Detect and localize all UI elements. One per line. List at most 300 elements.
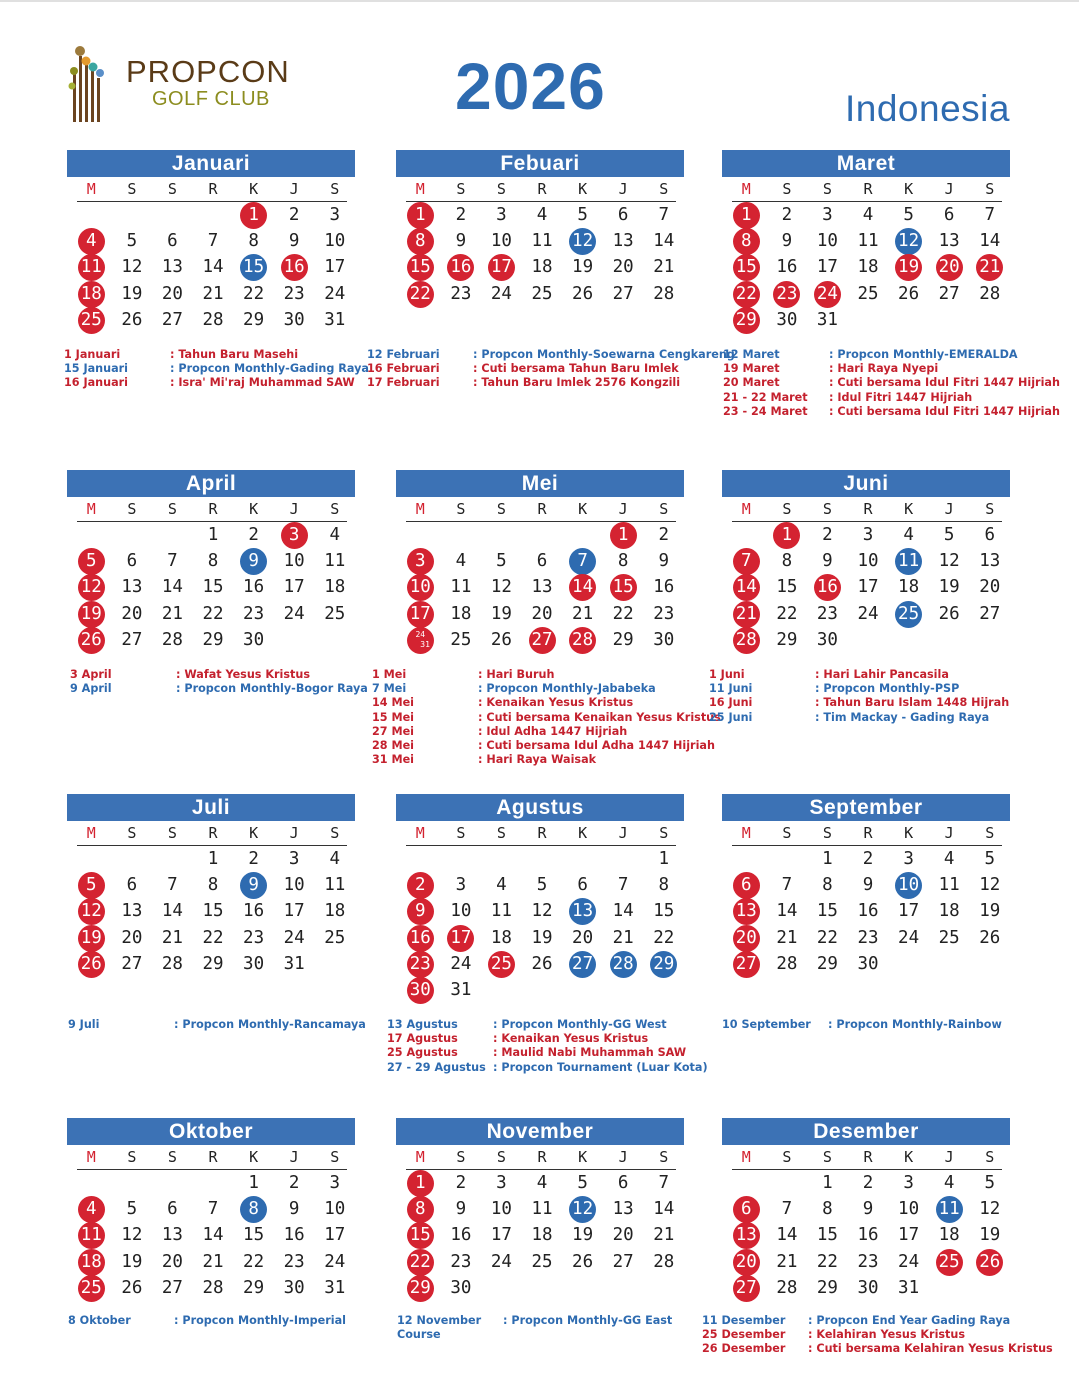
weekday-label: R	[537, 180, 547, 198]
week-row	[726, 1249, 1010, 1275]
day-cell: 24	[898, 1251, 920, 1272]
note-text: : Kenaikan Yesus Kristus	[478, 696, 634, 710]
note-text: : Propcon Tournament (Luar Kota)	[493, 1060, 708, 1074]
day-cell: 27	[562, 951, 603, 977]
day-cell: 17	[490, 1225, 512, 1246]
day-cell: 8	[781, 550, 793, 571]
empty-cell	[929, 951, 970, 977]
day-cell: 21	[653, 1225, 675, 1246]
week-row	[400, 977, 684, 1003]
note-row	[723, 391, 1060, 405]
note-date: 27 Mei	[372, 724, 415, 738]
month-0	[67, 150, 355, 333]
note-row	[723, 362, 1060, 376]
note-text: : Propcon Monthly-EMERALDA	[829, 348, 1018, 361]
note-text: : Propcon Monthly-PSP	[815, 682, 960, 696]
month-title: Oktober	[67, 1118, 355, 1145]
day-cell: 6	[943, 204, 955, 225]
day-cell: 17	[283, 901, 305, 922]
day-cell: 6	[126, 874, 138, 895]
week-row	[726, 575, 1010, 601]
day-cell: 10	[490, 1198, 512, 1219]
day-cell: 3	[903, 848, 914, 869]
weekday-label: J	[289, 500, 299, 518]
month-5	[722, 470, 1010, 653]
weekday-label: K	[578, 824, 588, 842]
day-cell: 7	[617, 874, 629, 895]
note-text: : Propcon Monthly-Bogor Raya	[176, 682, 368, 696]
day-cell: 4	[943, 1172, 955, 1193]
week-row	[726, 601, 1010, 627]
weekday-label: S	[167, 824, 177, 842]
day-cell: 21	[726, 601, 767, 627]
day-cell: 30	[243, 629, 265, 650]
day-cell: 28	[726, 627, 767, 653]
day-cell: 31	[283, 953, 305, 974]
note-date: 16 Februari	[367, 362, 440, 376]
day-cell: 26	[531, 953, 553, 974]
day-cell: 26	[490, 629, 512, 650]
note-row	[64, 376, 369, 390]
week-row	[726, 872, 1010, 898]
day-cell: 26	[898, 283, 920, 304]
note-text: : Tim Mackay - Gading Raya	[815, 710, 990, 724]
day-cell: 30	[857, 953, 879, 974]
note-date: 25 Desember	[702, 1328, 786, 1342]
holiday-notes	[702, 1314, 1053, 1357]
note-date: 9 April	[70, 682, 112, 696]
weekday-label: M	[86, 500, 96, 518]
empty-cell	[441, 522, 482, 548]
day-cell: 10	[857, 550, 879, 571]
note-date: 9 Juli	[68, 1018, 100, 1031]
note-date: 25 Juni	[709, 710, 753, 724]
note-row	[709, 682, 1009, 696]
day-cell: 21	[969, 255, 1010, 281]
weekday-label: S	[456, 1148, 466, 1166]
day-cell: 18	[324, 577, 346, 598]
note-date: 11 Desember	[702, 1314, 786, 1327]
empty-cell	[969, 1275, 1010, 1301]
day-cell: 10	[400, 575, 441, 601]
day-cell: 26	[938, 603, 960, 624]
day-cell: 5	[496, 550, 507, 571]
day-cell: 10	[450, 901, 472, 922]
day-cell: 27	[612, 283, 634, 304]
day-cell: 1	[400, 1170, 441, 1196]
note-date: 25 Agustus	[387, 1046, 458, 1060]
note-date: 28 Mei	[372, 739, 415, 753]
day-cell: 12	[121, 1225, 143, 1246]
note-row	[372, 711, 721, 725]
day-cell: 29	[726, 307, 767, 333]
weekday-header	[400, 497, 684, 521]
day-cell: 4	[329, 848, 341, 869]
empty-cell	[643, 977, 684, 1003]
weekday-header	[726, 1145, 1010, 1169]
weekday-label: K	[578, 180, 588, 198]
day-cell: 17	[816, 257, 838, 278]
day-cell: 17	[898, 901, 920, 922]
day-cell: 11	[324, 550, 346, 571]
day-cell: 12	[71, 899, 112, 925]
weekday-label: S	[782, 500, 792, 518]
day-cell: 1	[603, 522, 644, 548]
note-row	[723, 348, 1060, 362]
note-row	[372, 696, 721, 710]
note-text: : Cuti bersama Idul Fitri 1447 Hijriah	[829, 404, 1060, 418]
day-cell: 5	[577, 204, 588, 225]
weekday-label: M	[741, 1148, 751, 1166]
note-text: : Tahun Baru Masehi	[170, 348, 299, 361]
day-cell: 18	[450, 603, 472, 624]
day-cell: 14	[776, 901, 798, 922]
weekday-label: R	[208, 500, 218, 518]
day-cell: 26	[969, 1249, 1010, 1275]
weekday-label: S	[822, 500, 832, 518]
brand-block	[126, 56, 290, 110]
note-text: : Hari Raya Waisak	[478, 753, 597, 767]
day-cell: 11	[450, 577, 472, 598]
empty-cell	[726, 846, 767, 872]
week-row	[726, 846, 1010, 872]
week-row	[71, 307, 355, 333]
day-cell: 7	[562, 548, 603, 574]
day-cell: 10	[324, 1198, 346, 1219]
day-cell: 12	[562, 1196, 603, 1222]
weekday-label: S	[167, 1148, 177, 1166]
day-cell: 24	[283, 927, 305, 948]
weekday-label: K	[578, 1148, 588, 1166]
empty-cell	[969, 627, 1010, 653]
day-cell: 9	[233, 872, 274, 898]
day-cell: 11	[531, 230, 553, 251]
day-cell: 24	[490, 283, 512, 304]
week-row	[71, 1249, 355, 1275]
day-cell: 20	[612, 257, 634, 278]
day-cell: 14	[562, 575, 603, 601]
week-row	[400, 1223, 684, 1249]
day-cell: 26	[71, 951, 112, 977]
empty-cell	[848, 627, 889, 653]
day-cell: 4	[943, 848, 955, 869]
weekday-label: J	[944, 824, 954, 842]
empty-cell	[522, 522, 563, 548]
day-cell: 30	[400, 977, 441, 1003]
note-row	[387, 1061, 708, 1075]
weekday-label: S	[127, 1148, 137, 1166]
day-cell: 22	[816, 927, 838, 948]
day-cell: 21	[776, 1251, 798, 1272]
day-cell: 15	[726, 255, 767, 281]
day-cell: 18	[938, 1225, 960, 1246]
weekday-label: S	[127, 500, 137, 518]
day-cell: 28	[562, 627, 603, 653]
weekday-label: K	[904, 1148, 914, 1166]
month-1	[396, 150, 684, 307]
day-cell: 19	[979, 1225, 1001, 1246]
note-row	[723, 376, 1060, 390]
empty-cell	[888, 951, 929, 977]
day-cell: 13	[161, 257, 183, 278]
note-date: 27 - 29 Agustus	[387, 1060, 486, 1074]
weekday-label: S	[330, 824, 340, 842]
weekday-label: K	[904, 180, 914, 198]
note-date: 15 Mei	[372, 710, 415, 724]
day-cell: 21	[161, 603, 183, 624]
month-10	[396, 1118, 684, 1301]
day-grid	[726, 846, 1010, 977]
weekday-label: S	[659, 180, 669, 198]
day-cell: 15	[776, 577, 798, 598]
day-cell: 20	[726, 925, 767, 951]
day-cell: 12	[71, 575, 112, 601]
day-cell: 6	[617, 1172, 629, 1193]
day-cell: 16	[857, 901, 879, 922]
day-cell: 5	[71, 872, 112, 898]
day-cell: 16	[653, 577, 675, 598]
day-cell: 28	[776, 1277, 798, 1298]
note-row	[722, 1018, 1002, 1032]
day-cell: 25	[531, 283, 553, 304]
day-cell: 28	[603, 951, 644, 977]
note-row	[68, 1314, 346, 1328]
day-cell: 4	[71, 1196, 112, 1222]
empty-cell	[969, 951, 1010, 977]
day-cell: 20	[531, 603, 553, 624]
weekday-label: S	[496, 824, 506, 842]
note-text: : Propcon Monthly-Soewarna Cengkareng	[473, 348, 735, 361]
day-cell: 22	[653, 927, 675, 948]
day-cell: 31	[816, 309, 838, 330]
month-title: Juli	[67, 794, 355, 821]
day-cell: 8	[400, 1196, 441, 1222]
week-row	[726, 281, 1010, 307]
day-cell: 8	[248, 230, 259, 251]
note-row	[372, 668, 721, 682]
empty-cell	[112, 202, 153, 228]
day-cell: 1	[248, 1172, 259, 1193]
weekday-label: S	[496, 180, 506, 198]
day-cell: 12	[979, 1198, 1001, 1219]
weekday-label: M	[86, 824, 96, 842]
empty-cell	[522, 977, 563, 1003]
top-border	[0, 0, 1079, 2]
day-cell: 20	[726, 1249, 767, 1275]
day-cell: 20	[572, 927, 594, 948]
weekday-label: S	[985, 180, 995, 198]
note-date: 1 Mei	[372, 668, 407, 681]
note-date: 20 Maret	[723, 376, 780, 390]
day-cell: 20	[121, 603, 143, 624]
day-cell: 5	[536, 874, 548, 895]
day-cell: 5	[71, 548, 112, 574]
day-grid	[400, 522, 684, 653]
week-row	[71, 202, 355, 228]
day-cell: 7	[207, 1198, 219, 1219]
day-cell: 23	[243, 603, 265, 624]
day-cell: 29	[243, 1277, 265, 1298]
empty-cell	[929, 627, 970, 653]
day-cell: 15	[400, 1223, 441, 1249]
day-cell: 5	[126, 1198, 138, 1219]
weekday-label: S	[822, 824, 832, 842]
empty-cell	[481, 1275, 522, 1301]
note-row	[387, 1046, 708, 1060]
week-row	[726, 255, 1010, 281]
weekday-label: J	[944, 500, 954, 518]
day-cell: 18	[531, 257, 553, 278]
day-cell: 31	[324, 309, 346, 330]
week-row	[400, 1275, 684, 1301]
day-cell: 31	[450, 980, 472, 1001]
day-cell: 14	[776, 1225, 798, 1246]
day-cell: 9	[288, 230, 300, 251]
holiday-notes	[68, 1314, 346, 1328]
weekday-label: R	[537, 824, 547, 842]
day-cell: 2	[781, 204, 793, 225]
empty-cell	[929, 1275, 970, 1301]
day-cell: 23	[283, 1251, 305, 1272]
day-cell: 24	[898, 927, 920, 948]
note-row	[387, 1032, 708, 1046]
day-cell: 16	[776, 257, 798, 278]
day-cell: 6	[167, 230, 178, 251]
note-row	[397, 1314, 672, 1328]
note-text: : Hari Buruh	[478, 668, 555, 681]
day-grid	[726, 202, 1010, 333]
note-date: 17 Februari	[367, 376, 440, 390]
day-cell: 22	[202, 603, 224, 624]
day-cell: 13	[562, 899, 603, 925]
note-date: 19 Maret	[723, 362, 780, 376]
empty-cell	[193, 1170, 234, 1196]
note-date: 11 Juni	[709, 682, 753, 696]
weekday-label: S	[782, 1148, 792, 1166]
holiday-notes	[397, 1314, 672, 1342]
note-text: : Cuti bersama Tahun Baru Imlek	[473, 362, 679, 376]
week-row	[400, 846, 684, 872]
day-cell: 27	[938, 283, 960, 304]
note-text: : Propcon Monthly-Rainbow	[828, 1018, 1002, 1031]
day-grid	[726, 1170, 1010, 1301]
day-cell: 1	[767, 522, 808, 548]
weekday-label: J	[618, 1148, 628, 1166]
day-cell: 2	[455, 204, 467, 225]
day-cell: 26	[71, 627, 112, 653]
weekday-label: S	[659, 824, 669, 842]
weekday-label: S	[127, 180, 137, 198]
note-row	[372, 739, 721, 753]
empty-cell	[767, 1170, 808, 1196]
week-row	[400, 1196, 684, 1222]
week-row	[726, 1223, 1010, 1249]
note-date: 15 Januari	[64, 362, 129, 376]
empty-cell	[643, 1275, 684, 1301]
empty-cell	[481, 977, 522, 1003]
week-row	[726, 1196, 1010, 1222]
weekday-label: S	[496, 500, 506, 518]
note-row	[64, 362, 369, 376]
day-cell: 22	[612, 603, 634, 624]
day-cell: 14	[202, 1225, 224, 1246]
week-row	[71, 1223, 355, 1249]
day-cell: 25	[71, 1275, 112, 1301]
weekday-label: K	[249, 1148, 259, 1166]
weekday-label: R	[863, 824, 873, 842]
note-row	[387, 1018, 708, 1032]
day-cell: 17	[283, 577, 305, 598]
weekday-label: R	[863, 180, 873, 198]
day-cell: 22	[243, 1251, 265, 1272]
day-cell: 24	[490, 1251, 512, 1272]
note-text: : Cuti bersama Idul Fitri 1447 Hijriah	[829, 376, 1060, 390]
day-cell: 16	[807, 575, 848, 601]
empty-cell	[400, 522, 441, 548]
day-cell: 15	[243, 1225, 265, 1246]
day-cell: 6	[126, 550, 138, 571]
day-cell: 26	[572, 283, 594, 304]
day-cell: 29	[612, 629, 634, 650]
day-cell: 4	[903, 524, 914, 545]
day-cell: 23	[450, 1251, 472, 1272]
day-cell: 3	[496, 1172, 507, 1193]
note-row	[702, 1342, 1053, 1356]
day-cell: 9	[455, 230, 467, 251]
weekday-header	[71, 177, 355, 201]
week-row	[726, 202, 1010, 228]
day-cell: 27	[726, 1275, 767, 1301]
day-cell: 8	[617, 550, 629, 571]
weekday-label: S	[496, 1148, 506, 1166]
day-cell: 20	[979, 577, 1001, 598]
day-cell: 20	[612, 1225, 634, 1246]
week-row	[400, 548, 684, 574]
note-date: 8 Oktober	[68, 1314, 131, 1327]
day-cell: 7	[984, 204, 996, 225]
day-cell: 9	[862, 874, 874, 895]
note-text: : Propcon Monthly-Jababeka	[478, 682, 656, 696]
day-cell: 28	[653, 1251, 675, 1272]
weekday-label: S	[456, 500, 466, 518]
week-row	[71, 872, 355, 898]
month-title: Agustus	[396, 794, 684, 821]
day-cell: 14	[161, 577, 183, 598]
day-cell: 18	[490, 927, 512, 948]
week-row	[71, 1275, 355, 1301]
day-grid	[400, 1170, 684, 1301]
week-row	[400, 255, 684, 281]
day-cell: 24	[324, 1251, 346, 1272]
note-date: 14 Mei	[372, 696, 415, 710]
day-cell: 28	[161, 629, 183, 650]
day-cell: 3	[329, 1172, 341, 1193]
day-cell: 17	[481, 255, 522, 281]
empty-cell	[726, 1170, 767, 1196]
empty-cell	[562, 1275, 603, 1301]
day-cell: 2	[658, 524, 670, 545]
week-row	[726, 951, 1010, 977]
day-cell: 28	[161, 953, 183, 974]
day-cell: 27	[612, 1251, 634, 1272]
day-cell: 11	[531, 1198, 553, 1219]
day-cell: 29	[243, 309, 265, 330]
weekday-header	[71, 821, 355, 845]
day-cell: 10	[816, 230, 838, 251]
weekday-label: S	[330, 1148, 340, 1166]
note-date: 21 - 22 Maret	[723, 390, 808, 404]
month-3	[67, 470, 355, 653]
